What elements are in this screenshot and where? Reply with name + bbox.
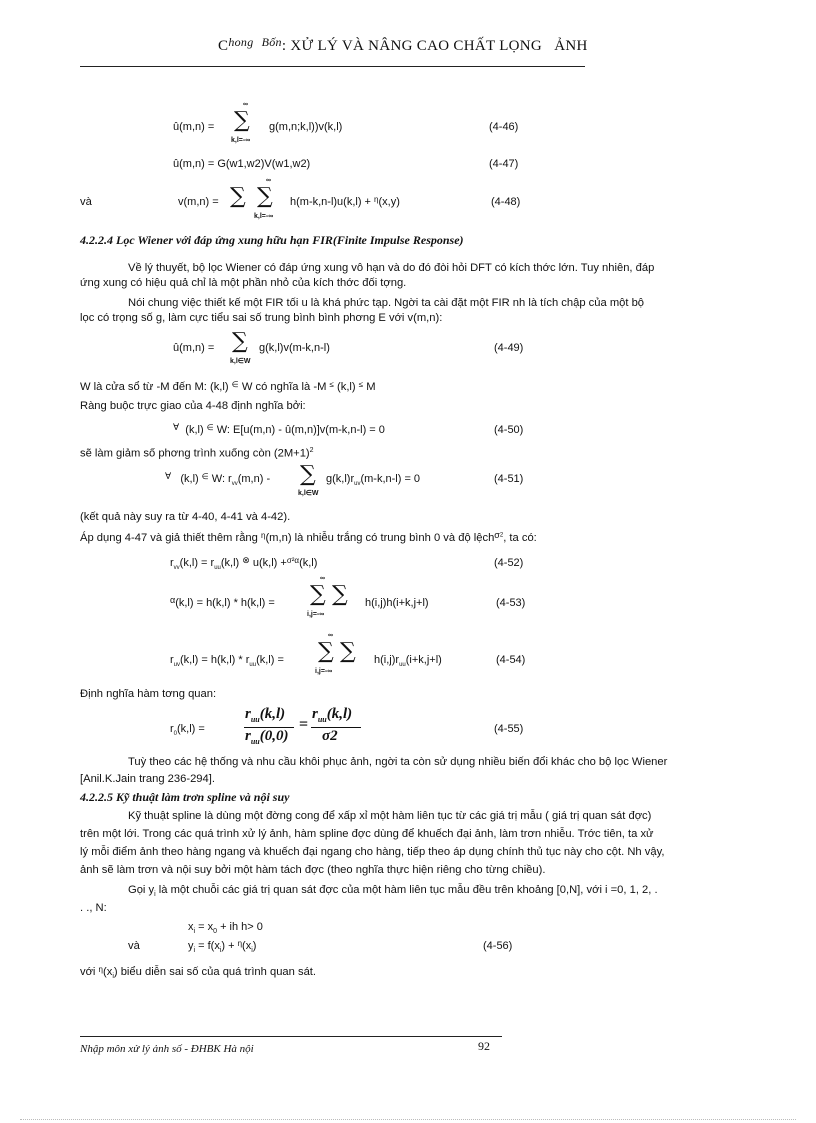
eq-text: (k,l)	[180, 473, 199, 485]
sum-lower-limit: i,j=-∞	[307, 611, 325, 618]
eq-number: (4-48)	[491, 196, 521, 208]
sum-lower-limit: k,l∈W	[298, 490, 319, 497]
text: Gọi y	[128, 884, 155, 896]
subscript: i	[193, 928, 196, 936]
paragraph-line: Ràng buộc trực giao của 4-48 định nghĩa bởi:	[80, 400, 306, 412]
sum-upper-limit: ∞	[243, 101, 248, 108]
fraction-numerator	[245, 706, 285, 724]
sum-symbol: ∑	[310, 582, 326, 607]
sum-lower-limit: k,l∈W	[230, 358, 251, 365]
eq-4-46-rhs: g(m,n;k,l))v(k,l)	[269, 121, 343, 133]
eq-text: r	[170, 654, 174, 666]
text: , ta có:	[503, 532, 537, 544]
eq-text: (i+k,j+l)	[405, 654, 442, 666]
eq-text: (k,l)	[185, 424, 204, 436]
text: sẽ làm giảm số phơng trình xuống còn (2M+1)	[80, 447, 310, 460]
subscript: i	[154, 891, 156, 899]
page-bottom-border	[20, 1119, 796, 1120]
eq-4-54-rhs	[374, 654, 442, 668]
eq-4-49-lhs: û(m,n) =	[173, 342, 215, 354]
leq-symbol: ≤	[329, 380, 334, 389]
text: W là cửa sổ từ -M đến M: (k,l)	[80, 381, 229, 393]
paragraph-line	[80, 532, 537, 544]
eq-number: (4-46)	[489, 121, 519, 133]
header-rule	[80, 66, 585, 67]
paragraph-line	[80, 447, 314, 460]
eq-text: W: r	[211, 473, 232, 485]
eq-4-48-lhs: v(m,n) =	[178, 196, 219, 208]
eq-text: r	[245, 706, 251, 722]
text: với	[80, 966, 96, 978]
eq-number: (4-47)	[489, 158, 519, 170]
text: M	[366, 381, 376, 393]
subscript: i	[251, 947, 253, 955]
eq-text: (k,l) =	[177, 723, 205, 735]
eta-symbol: η	[237, 939, 243, 948]
subscript: uv	[354, 481, 361, 488]
paragraph-line: lọc có trọng số g, làm cực tiểu sai số trung bình bình phơng E với v(m,n):	[80, 312, 443, 324]
superscript: 2	[309, 447, 314, 454]
page-number: 92	[478, 1039, 490, 1053]
subscript: i	[112, 973, 114, 981]
header-text: ẢNH	[554, 38, 588, 54]
sum-symbol: ∑	[332, 582, 348, 607]
header-text: hong	[228, 35, 254, 49]
eq-number: (4-53)	[496, 597, 526, 609]
eta-symbol: η	[98, 965, 103, 974]
eq-4-56	[188, 940, 256, 954]
forall-symbol: ∀	[165, 471, 172, 481]
element-of-symbol: ∈	[206, 423, 214, 432]
sum-symbol: ∑	[300, 462, 316, 487]
eq-4-47: û(m,n) = G(w1,w2)V(w1,w2)	[173, 158, 311, 170]
sum-symbol: ∑	[230, 184, 246, 209]
eq-text: (k,l) =	[256, 654, 284, 666]
paragraph-line: (kết quả này suy ra từ 4-40, 4-41 và 4-42).	[80, 511, 291, 523]
subscript: uu	[249, 662, 257, 669]
eta-symbol: η	[374, 195, 379, 204]
eq-text: h(i,j)r	[374, 654, 400, 666]
eq-text: y	[188, 940, 194, 952]
eq-text: x	[188, 921, 194, 933]
sum-upper-limit: ∞	[328, 632, 333, 639]
paragraph-line: trên một lới. Trong các quá trình xử lý ảnh, hàm spline đợc dùng để khuếch đại ảnh, làm trơn nhiễu. Trớc tiên, ta xử	[80, 828, 654, 840]
paragraph-line: Kỹ thuật spline là dùng một đờng cong để xấp xỉ một hàm liên tục từ các giá trị mẫu ( giá trị quan sát đợc)	[128, 810, 652, 822]
eq-text: ) +	[221, 940, 238, 952]
sigma-symbol: σ	[494, 530, 500, 540]
eq-text: (m-k,n-l) = 0	[360, 473, 421, 485]
eq-text: (0,0)	[259, 728, 289, 744]
subscript: uu	[214, 565, 221, 572]
paragraph-line: Định nghĩa hàm tơng quan:	[80, 688, 217, 700]
superscript: 2	[499, 532, 504, 539]
sum-lower-limit: k,l=-∞	[231, 137, 251, 144]
sum-symbol: ∑	[257, 184, 273, 209]
paragraph-line: . ., N:	[80, 902, 107, 914]
subscript: uu	[399, 662, 406, 669]
sum-upper-limit: ∞	[266, 177, 271, 184]
eq-text: r	[170, 557, 174, 569]
eq-text: (k,l) = r	[179, 557, 215, 569]
paragraph-line: Tuỳ theo các hệ thống và nhu cầu khôi phục ảnh, ngời ta còn sử dụng nhiều biến đổi khác cho bộ lọc Wiener	[128, 756, 668, 768]
eq-4-51	[165, 473, 270, 487]
subscript: i	[219, 947, 222, 955]
subscript: uu	[250, 715, 260, 724]
eq-4-52	[170, 557, 317, 571]
text: là một chuỗi các giá trị quan sát đợc của một hàm liên tục mẫu đều trên khoảng [0,N], với i =0, 1, 2, .	[155, 884, 658, 896]
eq-4-48-rhs	[290, 196, 400, 208]
sigma-alpha-symbol: σ²α	[286, 556, 300, 565]
subscript: uu	[250, 737, 260, 746]
eq-x-i	[188, 921, 263, 935]
eq-text: (k,l)	[299, 557, 318, 569]
section-heading: 4.2.2.4 Lọc Wiener với đáp ứng xung hữu hạn FIR(Finite Impulse Response)	[80, 233, 464, 247]
eq-text: (x	[242, 940, 252, 952]
eq-text: r	[245, 728, 251, 744]
subscript: vv	[173, 565, 180, 572]
leq-symbol: ≤	[358, 380, 364, 389]
header-text: : XỬ LÝ VÀ NÂNG CAO CHẤT LỌNG	[281, 38, 543, 54]
eq-number: (4-49)	[494, 342, 524, 354]
eq-text: (k,l) = h(k,l) * r	[180, 654, 250, 666]
subscript: 0	[213, 928, 218, 936]
page-header	[218, 35, 588, 55]
eq-number: (4-50)	[494, 424, 524, 436]
subscript: vv	[231, 481, 238, 488]
eq-text: (m,n) -	[237, 473, 271, 485]
eq-text: = x	[195, 921, 214, 933]
conjunction-text: và	[128, 940, 140, 952]
sum-lower-limit: i,j=-∞	[315, 668, 333, 675]
eq-text: + ih h> 0	[217, 921, 263, 933]
alpha-symbol: α	[170, 595, 176, 605]
eq-4-51-rhs	[326, 473, 420, 487]
text: (x	[102, 966, 113, 978]
text: (k,l)	[337, 381, 356, 393]
text: Áp dụng 4-47 và giả thiết thêm rằng	[80, 532, 258, 544]
sum-symbol: ∑	[340, 639, 356, 664]
paragraph-line: ứng xung có hiệu quả chỉ là một phần nhỏ của kích thớc đối tợng.	[80, 277, 407, 289]
element-of-symbol: ∈	[231, 380, 239, 389]
eq-number: (4-54)	[496, 654, 526, 666]
eq-text: (x,y)	[378, 196, 400, 208]
eq-number: (4-56)	[483, 940, 513, 952]
paragraph-line	[128, 884, 658, 898]
sum-symbol: ∑	[234, 108, 250, 133]
header-text: Bốn	[261, 35, 282, 49]
header-text: C	[218, 38, 229, 54]
eq-4-54	[170, 654, 284, 668]
footer-rule	[80, 1036, 502, 1037]
eq-4-49-rhs: g(k,l)v(m-k,n-l)	[259, 342, 330, 354]
eta-symbol: η	[260, 531, 266, 540]
paragraph-line: ảnh sẽ làm trơn và nội suy bởi một hàm tách đợc (theo nghĩa thực hiện riêng cho từng chiều).	[80, 864, 546, 876]
paragraph-line	[80, 966, 316, 980]
eq-text: )	[252, 940, 257, 952]
paragraph-line: Về lý thuyết, bộ lọc Wiener có đáp ứng xung vô hạn và do đó đòi hỏi DFT có kích thớc lớn. Tuy nhiên, đáp	[128, 262, 655, 274]
otimes-symbol: ⊗	[242, 555, 250, 565]
paragraph-line: Nói chung việc thiết kế một FIR tối u là khá phức tạp. Ngời ta cài đặt một FIR nh là tích chập của một bộ	[128, 297, 645, 309]
eq-4-55-lhs	[170, 723, 205, 737]
sum-symbol: ∑	[318, 639, 334, 664]
eq-text: = f(x	[195, 940, 220, 952]
eq-4-53-rhs: h(i,j)h(i+k,j+l)	[365, 597, 429, 609]
subscript: uu	[317, 715, 327, 724]
eq-text: h(m-k,n-l)u(k,l) +	[290, 196, 375, 208]
eq-text: r	[312, 706, 318, 722]
eq-number: (4-52)	[494, 557, 524, 569]
text: (m,n) là nhiễu trắng có trung bình 0 và độ lệch	[265, 532, 495, 544]
subscript: 0	[173, 731, 178, 738]
sum-symbol: ∑	[232, 329, 248, 354]
fraction-denominator	[245, 728, 289, 746]
sum-lower-limit: k,l=-∞	[254, 213, 274, 220]
eq-text: (k,l)	[220, 557, 240, 569]
eq-4-53	[170, 597, 275, 609]
eq-text: r	[170, 723, 174, 735]
forall-symbol: ∀	[173, 422, 180, 432]
eq-text: W: E[u(m,n) - û(m,n)]v(m-k,n-l) = 0	[216, 424, 385, 436]
sum-upper-limit: ∞	[320, 575, 325, 582]
eq-4-50	[173, 424, 385, 436]
eq-4-46-lhs: û(m,n) =	[173, 121, 215, 133]
fraction-numerator	[312, 706, 352, 724]
eq-text: (k,l) = h(k,l) * h(k,l) =	[175, 597, 275, 609]
text: ) biểu diễn sai số của quá trình quan sát.	[113, 966, 317, 978]
eq-number: (4-51)	[494, 473, 524, 485]
section-heading: 4.2.2.5 Kỹ thuật làm trơn spline và nội suy	[80, 790, 290, 804]
text: W có nghĩa là -M	[241, 381, 327, 393]
paragraph-line	[80, 381, 376, 393]
eq-text: (k,l)	[259, 706, 286, 722]
footer-text: Nhập môn xử lý ảnh số - ĐHBK Hà nội	[80, 1043, 254, 1055]
subscript: i	[193, 947, 196, 955]
equals-sign: =	[299, 716, 309, 733]
eq-number: (4-55)	[494, 723, 524, 735]
paragraph-line: [Anil.K.Jain trang 236-294].	[80, 773, 215, 785]
eq-text: (k,l)	[326, 706, 353, 722]
conjunction-text: và	[80, 196, 92, 208]
subscript: uv	[173, 662, 181, 669]
eq-text: g(k,l)r	[326, 473, 355, 485]
eq-text: u(k,l) +	[252, 557, 287, 569]
fraction-denominator: σ2	[322, 728, 338, 744]
paragraph-line: lý mỗi điểm ảnh theo hàng ngang và khuếch đại ngang cho hàng, tiếp theo áp dụng chính thủ tục này cho cột. Nh vậy,	[80, 846, 665, 858]
element-of-symbol: ∈	[201, 472, 209, 481]
